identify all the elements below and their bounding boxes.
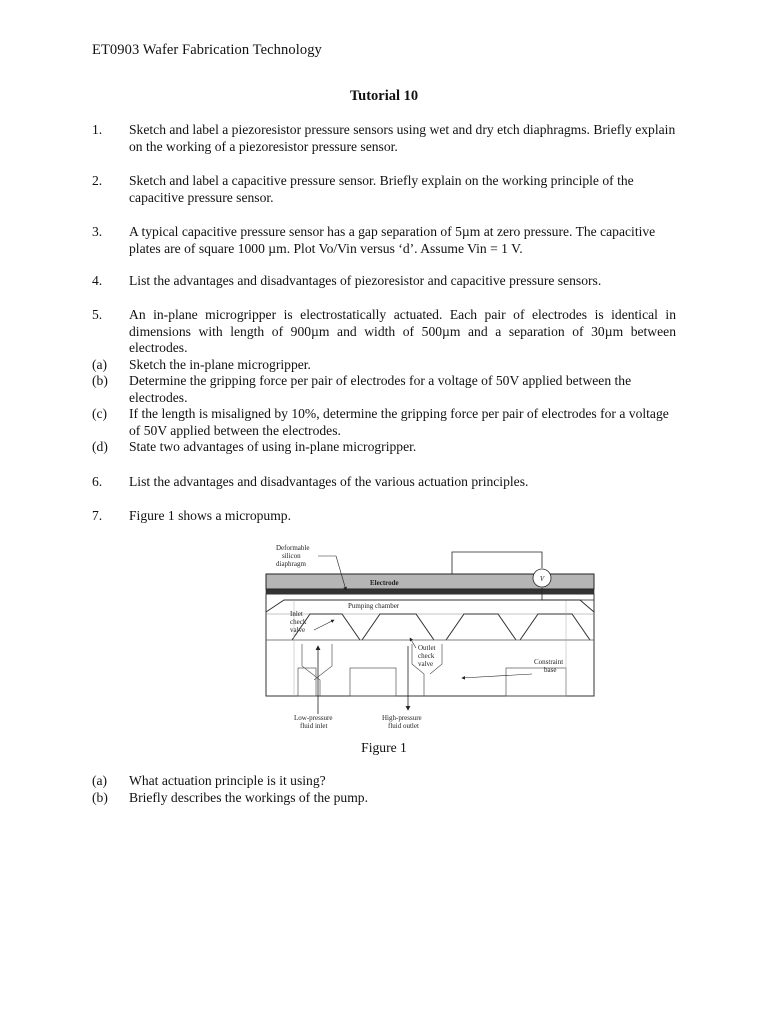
subquestion-label: (b) — [92, 373, 108, 388]
subquestion-5c — [92, 406, 676, 439]
constraint-base-label: base — [544, 666, 557, 674]
question-text: Sketch and label a piezoresistor pressure sensors using wet and dry etch diaphragms. Briefly explain on the working of a piezoresistor pressure sensor. — [129, 122, 676, 154]
circuit-wire — [452, 552, 542, 574]
question-1 — [92, 122, 676, 155]
subquestion-label: (b) — [92, 790, 108, 805]
outlet-valve — [446, 614, 516, 640]
diaphragm-label: Deformable — [276, 544, 310, 552]
inlet-label: Low-pressure — [294, 714, 333, 722]
pumping-chamber — [266, 600, 594, 612]
figure-caption: Figure 1 — [361, 740, 407, 755]
chamber-label: Pumping chamber — [348, 602, 400, 610]
diaphragm-label: diaphragm — [276, 560, 306, 568]
outlet-valve-label: Outlet — [418, 644, 436, 652]
question-2 — [92, 173, 676, 206]
inlet-valve-label: check — [290, 618, 307, 626]
question-4 — [92, 273, 676, 290]
subquestion-7b — [92, 789, 676, 806]
constraint-base-label: Constraint — [534, 658, 564, 666]
subquestion-5a — [92, 356, 676, 374]
subquestion-text: Sketch the in-plane microgripper. — [129, 356, 311, 372]
subquestion-label: (c) — [92, 406, 108, 421]
question-text: List the advantages and disadvantages of piezoresistor and capacitive pressure sensors. — [129, 273, 602, 288]
subquestion-text: If the length is misaligned by 10%, determine the gripping force per pair of electrodes for a voltage of 50V applied between the electrodes. — [129, 406, 669, 438]
voltmeter-label: V — [539, 575, 545, 583]
outlet-valve-label: check — [418, 652, 435, 660]
diaphragm-label: silicon — [282, 552, 301, 560]
question-number: 7. — [92, 508, 103, 523]
outlet-valve-label: valve — [418, 660, 434, 668]
question-number: 2. — [92, 173, 103, 188]
electrode-label: Electrode — [370, 579, 399, 587]
subquestion-label: (a) — [92, 773, 108, 788]
subquestion-label: (d) — [92, 439, 108, 454]
outlet-label: High-pressure — [382, 714, 422, 722]
micropump-figure — [262, 540, 598, 736]
outlet-label: fluid outlet — [388, 722, 419, 730]
question-3 — [92, 224, 676, 257]
subquestion-text: State two advantages of using in-plane microgripper. — [129, 439, 417, 454]
subquestion-text: Briefly describes the workings of the pump. — [129, 790, 368, 805]
question-text: Figure 1 shows a micropump. — [129, 508, 291, 523]
question-7-subquestions — [92, 772, 676, 806]
subquestion-label: (a) — [92, 356, 108, 372]
question-6 — [92, 474, 676, 491]
question-text: A typical capacitive pressure sensor has a gap separation of 5µm at zero pressure. The capacitive plates are of square 1000 µm. Plot Vo/Vin versus ‘d’. Assume Vin = 1 V. — [129, 224, 656, 256]
middle-valve — [362, 614, 434, 640]
question-number: 1. — [92, 122, 103, 137]
micropump-diagram — [262, 540, 598, 736]
question-text: Sketch and label a capacitive pressure sensor. Briefly explain on the working principle of the capacitive pressure sensor. — [129, 173, 634, 205]
question-number: 6. — [92, 474, 103, 489]
subquestion-text: Determine the gripping force per pair of electrodes for a voltage of 50V applied between the electrodes. — [129, 373, 632, 405]
subquestion-5b — [92, 373, 676, 406]
subquestion-7a — [92, 772, 676, 789]
page-title: Tutorial 10 — [349, 88, 419, 104]
inlet-valve-label: valve — [290, 626, 306, 634]
course-header: ET0903 Wafer Fabrication Technology — [92, 42, 322, 58]
inlet-label: fluid inlet — [300, 722, 328, 730]
diaphragm-layer — [266, 589, 594, 594]
subquestion-text: What actuation principle is it using? — [129, 773, 326, 788]
question-text: An in-plane microgripper is electrostatically actuated. Each pair of electrodes is identical in dimensions with length of 900µm and width of 500µm and a separation of 30µm between electrodes. — [129, 307, 676, 355]
subquestion-5d — [92, 439, 676, 456]
question-5 — [92, 307, 676, 456]
question-number: 3. — [92, 224, 103, 239]
question-number: 4. — [92, 273, 103, 288]
question-7 — [92, 508, 676, 525]
inlet-valve-label: Inlet — [290, 610, 303, 618]
question-number: 5. — [92, 307, 103, 322]
question-text: List the advantages and disadvantages of the various actuation principles. — [129, 474, 529, 489]
